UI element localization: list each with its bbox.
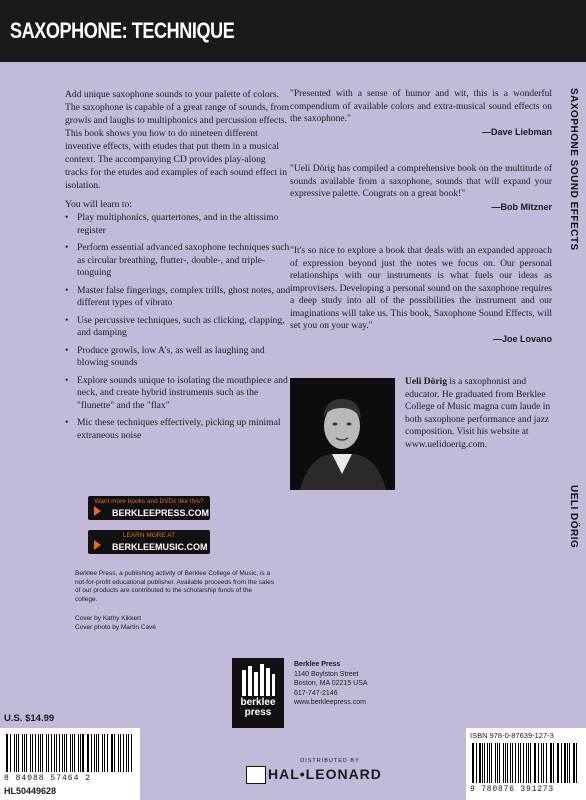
hl-number: HL50449628 [4,786,57,796]
quote-lovano [290,245,552,345]
list-item: • Perform essential advanced saxophone techniques such as circular breathing, flutter-, double-, and triple-tonguing [65,242,295,280]
quote-author: —Bob Mitzner [491,201,552,212]
promo-tagline: Want more books and DVDs like this? [94,498,204,505]
address-line: www.berkleepress.com [294,699,366,706]
address-line: 1140 Boylston Street [294,670,359,678]
logo-text [236,698,280,718]
learn-heading: You will learn to: [65,199,132,210]
arrow-icon [94,540,101,550]
intro-paragraph: Add unique saxophone sounds to your palette of colors. The saxophone is capable of a great range of sounds, from growls and laughs to multiphonics and percussion effects. This book shows you how to do nineteen different inventive effects, with etudes that put them in a musical context. The accompanying CD provides play-along tracks for the etudes and examples of each sound effect in isolation. [65,89,290,191]
publisher-name: Berklee Press [294,661,341,668]
author-name: Ueli Dörig [405,377,447,387]
list-item: • Mic these techniques effectively, picking up minimal extraneous noise [65,417,295,442]
isbn-barcode [466,728,586,800]
quote-text: "It's so nice to explore a book that deals with an expanded approach of expression beyond just the notes we focus on. Our personal relationships with our instruments is what fuels our ideas as improvisers. Developing a personal sound on the saxophone requires a deep study into all of the possibilities the instrument and our imaginations will take us. This book, Saxophone Sound Effects, will set you on your way." [290,246,552,331]
distributor-name: HAL•LEONARD [268,766,382,782]
author-bio [405,376,555,451]
quote-text: "Ueli Dörig has compiled a comprehensive book on the multitude of sounds available from a saxophone, sounds that will expand your expressive palette. Congrats on a great book!" [290,164,552,199]
piano-keys-icon [238,662,278,698]
logo-line: press [244,707,272,718]
list-item: • Produce growls, low A's, as well as laughing and blowing sounds [65,345,295,370]
address-line: Boston, MA 02215 USA [294,680,368,687]
upc-number: 8 84088 57464 2 [4,774,92,783]
author-photo [290,378,395,490]
spine-series-title: SAXOPHONE SOUND EFFECTS [568,88,579,251]
list-item: • Play multiphonics, quartertones, and in the altissimo register [65,212,295,237]
isbn-number: 9 780876 391273 [470,785,555,794]
promo-url: BERKLEEPRESS.COM [112,508,210,518]
quote-text: "Presented with a sense of humor and wit, this is a wonderful compendium of available colors and extra-musical sound effects on the saxophone." [290,89,552,124]
quote-mitzner [290,163,552,213]
hal-leonard-logo-icon [246,766,266,784]
logo-line: berklee [240,697,276,708]
list-item: • Explore sounds unique to isolating the mouthpiece and neck, and create hybrid instruments such as the "flunette" and the "flax" [65,375,295,413]
promo-tagline: LEARN MORE AT [122,532,176,539]
promo-url: BERKLEEMUSIC.COM [112,542,208,552]
quote-liebman [290,88,552,138]
learn-list [65,212,295,447]
barcode-bars [472,743,580,783]
quote-author: —Dave Liebman [481,126,552,137]
quote-author: —Joe Lovano [492,333,552,344]
author-bio-text: is a saxophonist and educator. He graduated from Berklee College of Music magna cum laude in both saxophone performance and jazz composition. Visit his website at www.uelidoerig.com. [405,377,551,450]
berklee-press-logo [232,658,284,728]
page-title: SAXOPHONE: TECHNIQUE [10,18,235,43]
price: U.S. $14.99 [4,713,55,724]
promo-berkleepress[interactable] [88,496,210,520]
arrow-icon [94,506,101,516]
isbn-label: ISBN 978-0-87639-127-3 [470,731,554,740]
spine-author: UELI DÖRIG [568,485,579,549]
barcode-bars [6,734,134,772]
credit-line: Cover by Kathy Kikkert [75,615,142,622]
list-item: • Use percussive techniques, such as clicking, clapping, and damping [65,315,295,340]
credit-line: Cover photo by Martin Cavé [75,623,156,631]
list-item: • Master false fingerings, complex trills, ghost notes, and different types of vibrato [65,285,295,310]
publisher-note: Berklee Press, a publishing activity of Berklee College of Music, is a not-for-profit educational publisher. Available proceeds from the sales of our products are contributed to the scholarship funds of the college. [75,570,274,603]
distributed-by-label: DISTRIBUTED BY [300,758,360,764]
address-line: 617-747-2146 [294,689,338,697]
promo-berkleemusic[interactable] [88,530,210,554]
publisher-address [294,660,368,708]
cover-credits [75,615,156,632]
